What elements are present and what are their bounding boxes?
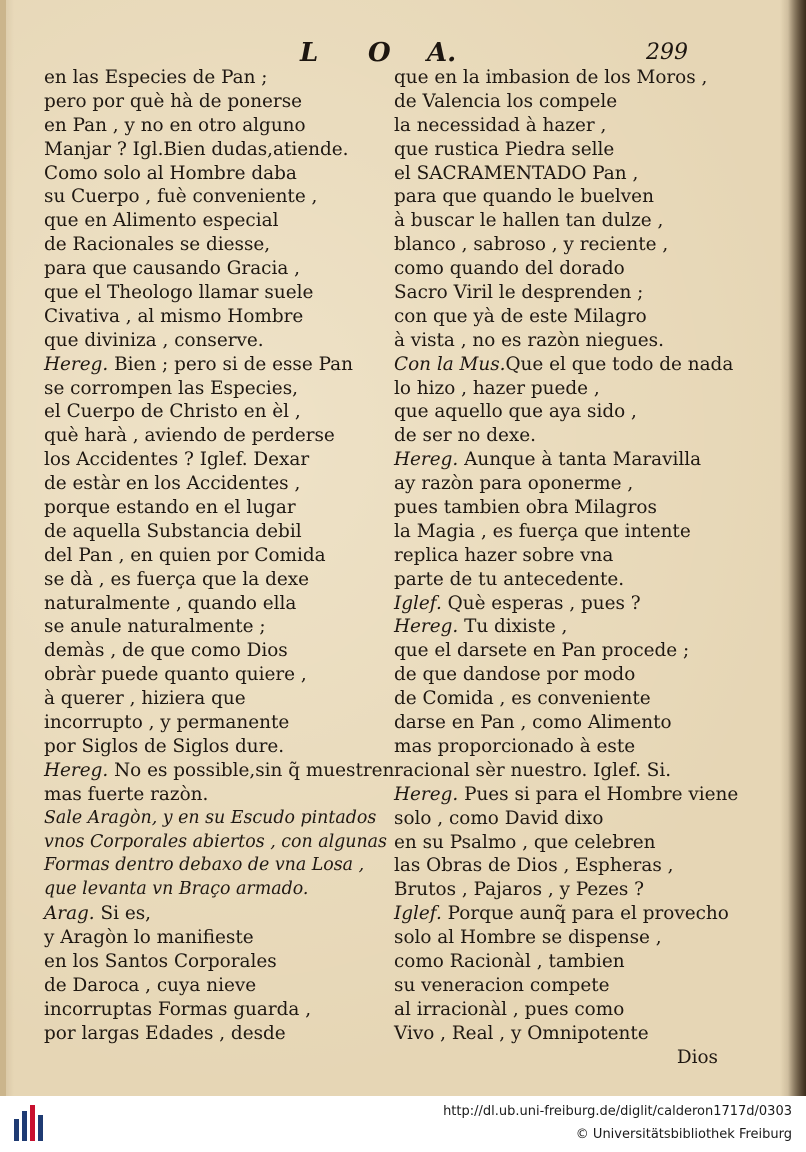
verse-line [394,783,739,807]
line-text: à buscar le hallen tan dulze , [394,210,664,232]
line-text: Pues si para el Hombre viene [458,783,739,805]
line-text: solo al Hombre se dispense , [394,927,662,949]
line-text: que en Alimento especial [44,210,279,232]
line-text: obràr puede quanto quiere , [44,664,307,686]
verse-line [44,1022,384,1046]
verse-line [394,257,732,281]
verse-line [44,400,384,424]
verse-line [394,233,732,257]
verse-line [44,353,384,377]
line-text: blanco , sabroso , y reciente , [394,234,669,256]
line-text: Sacro Viril le desprenden ; [394,282,644,304]
line-text: que el darsete en Pan procede ; [394,640,690,662]
line-text: naturalmente , quando ella [44,592,297,614]
verse-line [394,807,732,831]
line-text: Civativa , al mismo Hombre [44,305,304,327]
line-text: Dios [676,1046,718,1068]
line-text: Formas dentro debaxo de vna Losa , [44,855,365,876]
line-text: las Obras de Dios , Espheras , [394,855,674,877]
verse-line [394,185,732,209]
line-text: que el Theologo llamar suele [44,282,314,304]
verse-line [394,377,732,401]
verse-line [394,162,732,186]
verse-line [44,783,384,807]
verse-line [394,615,732,639]
line-text: y Aragòn lo manifieste [44,927,254,949]
speaker-label: Con la Mus. [394,353,506,375]
line-text: de aquella Substancia debil [44,520,302,542]
verse-line [44,639,384,663]
line-text: de Racionales se diesse, [44,234,271,256]
verse-line [394,902,732,926]
line-text: del Pan , en quien por Comida [44,544,326,566]
line-text: la necessidad à hazer , [394,114,607,136]
verse-line [394,568,732,592]
verse-line [44,281,384,305]
speaker-label: Arag. [44,903,95,925]
verse-line [44,448,384,472]
verse-line [394,400,732,424]
line-text: parte de tu antecedente. [394,568,625,590]
verse-line [44,424,384,448]
line-text: Què esperas , pues ? [441,592,641,614]
verse-line [394,114,732,138]
verse-line [44,257,384,281]
line-text: Manjar ? Igl.Bien dudas,atiende. [44,138,349,160]
verse-line [394,950,732,974]
line-text: mas fuerte razòn. [44,783,209,805]
line-text: se dà , es fuerça que la dexe [44,568,309,590]
line-text: vnos Corporales abiertos , con algunas [44,831,387,852]
page-edge [0,0,6,1096]
stage-direction-line [44,878,384,902]
line-text: de Valencia los compele [394,90,618,112]
verse-line [394,90,732,114]
line-text: Aunque à tanta Maravilla [458,449,702,471]
verse-line [44,520,384,544]
verse-line [394,974,732,998]
line-text: con que yà de este Milagro [394,305,647,327]
verse-line [394,329,732,353]
verse-line [44,496,384,520]
line-text: Como solo al Hombre daba [44,162,297,184]
line-text: que aquello que aya sido , [394,401,637,423]
verse-line [394,663,732,687]
line-text: que diviniza , conserve. [44,329,264,351]
verse-line [44,711,384,735]
line-text: al irracionàl , pues como [394,998,625,1020]
verse-line [44,162,384,186]
verse-line [44,568,384,592]
line-text: el SACRAMENTADO Pan , [394,162,639,184]
verse-line [44,544,384,568]
verse-line [394,448,732,472]
line-text: que levanta vn Braço armado. [44,879,309,900]
verse-line [44,377,384,401]
verse-line [394,926,732,950]
line-text: en Pan , y no en otro alguno [44,114,306,136]
line-text: Porque aunq̃ para el provecho [441,903,729,925]
verse-line [44,998,384,1022]
line-text: demàs , de que como Dios [44,640,288,662]
line-text: de ser no dexe. [394,425,536,447]
line-text: que rustica Piedra selle [394,138,615,160]
stage-direction-line [44,831,387,855]
verse-line [394,854,732,878]
verse-line [44,90,384,114]
verse-line [394,831,732,855]
verse-line [44,185,384,209]
verse-line [44,615,384,639]
line-text: por Siglos de Siglos dure. [44,735,285,757]
line-text: en su Psalmo , que celebren [394,831,656,853]
verse-line [394,305,732,329]
verse-line [44,974,384,998]
line-text: la Magia , es fuerça que intente [394,520,691,542]
line-text: què harà , aviendo de perderse [44,425,335,447]
line-text: como quando del dorado [394,258,625,280]
verse-line [394,759,732,783]
verse-line [44,209,384,233]
verse-line [44,305,384,329]
verse-line [44,687,384,711]
line-text: Si es, [94,903,151,925]
verse-line [44,138,384,162]
line-text: por largas Edades , desde [44,1022,286,1044]
permalink-url[interactable]: http://dl.ub.uni-freiburg.de/diglit/calderon1717d/0303 [443,1104,792,1119]
line-text: à querer , hiziera que [44,688,246,710]
line-text: de estàr en los Accidentes , [44,473,301,495]
right-text-column [394,66,739,1069]
line-text: Que el que todo de nada [505,353,734,375]
speaker-label: Hereg. [394,616,459,638]
line-text: incorrupto , y permanente [44,712,290,734]
line-text: darse en Pan , como Alimento [394,712,672,734]
verse-line [394,1022,732,1046]
line-text: para que causando Gracia , [44,258,301,280]
line-text: Brutos , Pajaros , y Pezes ? [394,879,644,901]
line-text: el Cuerpo de Christo en èl , [44,401,301,423]
verse-line [394,878,732,902]
line-text: Bien ; pero si de esse Pan [108,353,353,375]
verse-line [394,496,732,520]
header-letter: A. [427,38,457,68]
verse-line [44,950,384,974]
verse-line [44,759,395,783]
verse-line [394,544,732,568]
verse-line [44,592,384,616]
header-letter: O [368,38,391,68]
line-text: de Daroca , cuya nieve [44,974,257,996]
page-number: 299 [646,40,688,65]
line-text: pues tambien obra Milagros [394,497,657,519]
line-text: lo hizo , hazer puede , [394,377,600,399]
speaker-label: Hereg. [394,783,459,805]
speaker-label: Hereg. [394,449,459,471]
line-text: racional sèr nuestro. Iglef. Si. [394,759,672,781]
line-text: Vivo , Real , y Omnipotente [394,1022,649,1044]
verse-line [394,424,732,448]
verse-line [44,233,384,257]
verse-line [44,329,384,353]
verse-line [394,735,732,759]
line-text: que en la imbasion de los Moros , [394,67,708,88]
header-letter: L [300,38,319,68]
verse-line [394,472,732,496]
line-text: solo , como David dixo [394,807,604,829]
verse-line [44,114,384,138]
verse-line [394,592,732,616]
line-text: ay razòn para oponerme , [394,473,634,495]
line-text: de que dandose por modo [394,664,636,686]
line-text: su Cuerpo , fuè conveniente , [44,186,318,208]
verse-line [394,353,732,377]
left-text-column [44,66,395,1046]
verse-line [394,998,732,1022]
verse-line [394,687,732,711]
library-logo-icon [10,1105,50,1143]
stage-direction-line [44,854,384,878]
line-text: se corrompen las Especies, [44,377,298,399]
line-text: Sale Aragòn, y en su Escudo pintados [44,807,377,828]
verse-line [394,639,732,663]
speaker-label: Hereg. [44,353,109,375]
speaker-label: Iglef. [394,592,442,614]
line-text: Tu dixiste , [458,616,568,638]
line-text: en los Santos Corporales [44,950,277,972]
line-text: replica hazer sobre vna [394,544,614,566]
line-text: los Accidentes ? Iglef. Dexar [44,449,310,471]
verse-line [394,66,732,90]
verse-line [44,472,384,496]
verse-line [44,66,384,90]
line-text: se anule naturalmente ; [44,616,266,638]
verse-line [394,209,732,233]
speaker-label: Hereg. [44,759,109,781]
catchword [394,1046,732,1070]
verse-line [394,711,732,735]
verse-line [44,926,384,950]
line-text: pero por què hà de ponerse [44,90,303,112]
stage-direction-line [44,807,384,831]
verse-line [394,520,732,544]
line-text: porque estando en el lugar [44,497,296,519]
line-text: en las Especies de Pan ; [44,67,268,88]
line-text: su veneracion compete [394,974,610,996]
verse-line [44,663,384,687]
line-text: como Racionàl , tambien [394,950,625,972]
viewer-footer [0,1096,806,1152]
speaker-label: Iglef. [394,903,442,925]
verse-line [394,281,732,305]
book-gutter-shadow [788,0,806,1096]
line-text: No es possible,sin q̃ muestren [108,759,395,781]
line-text: incorruptas Formas guarda , [44,998,312,1020]
verse-line [44,735,384,759]
line-text: de Comida , es conveniente [394,688,651,710]
verse-line [394,138,732,162]
line-text: mas proporcionado à este [394,735,636,757]
verse-line [44,902,384,926]
line-text: para que quando le buelven [394,186,654,208]
copyright-notice: © Universitätsbibliothek Freiburg [575,1127,792,1142]
line-text: à vista , no es razòn niegues. [394,329,664,351]
